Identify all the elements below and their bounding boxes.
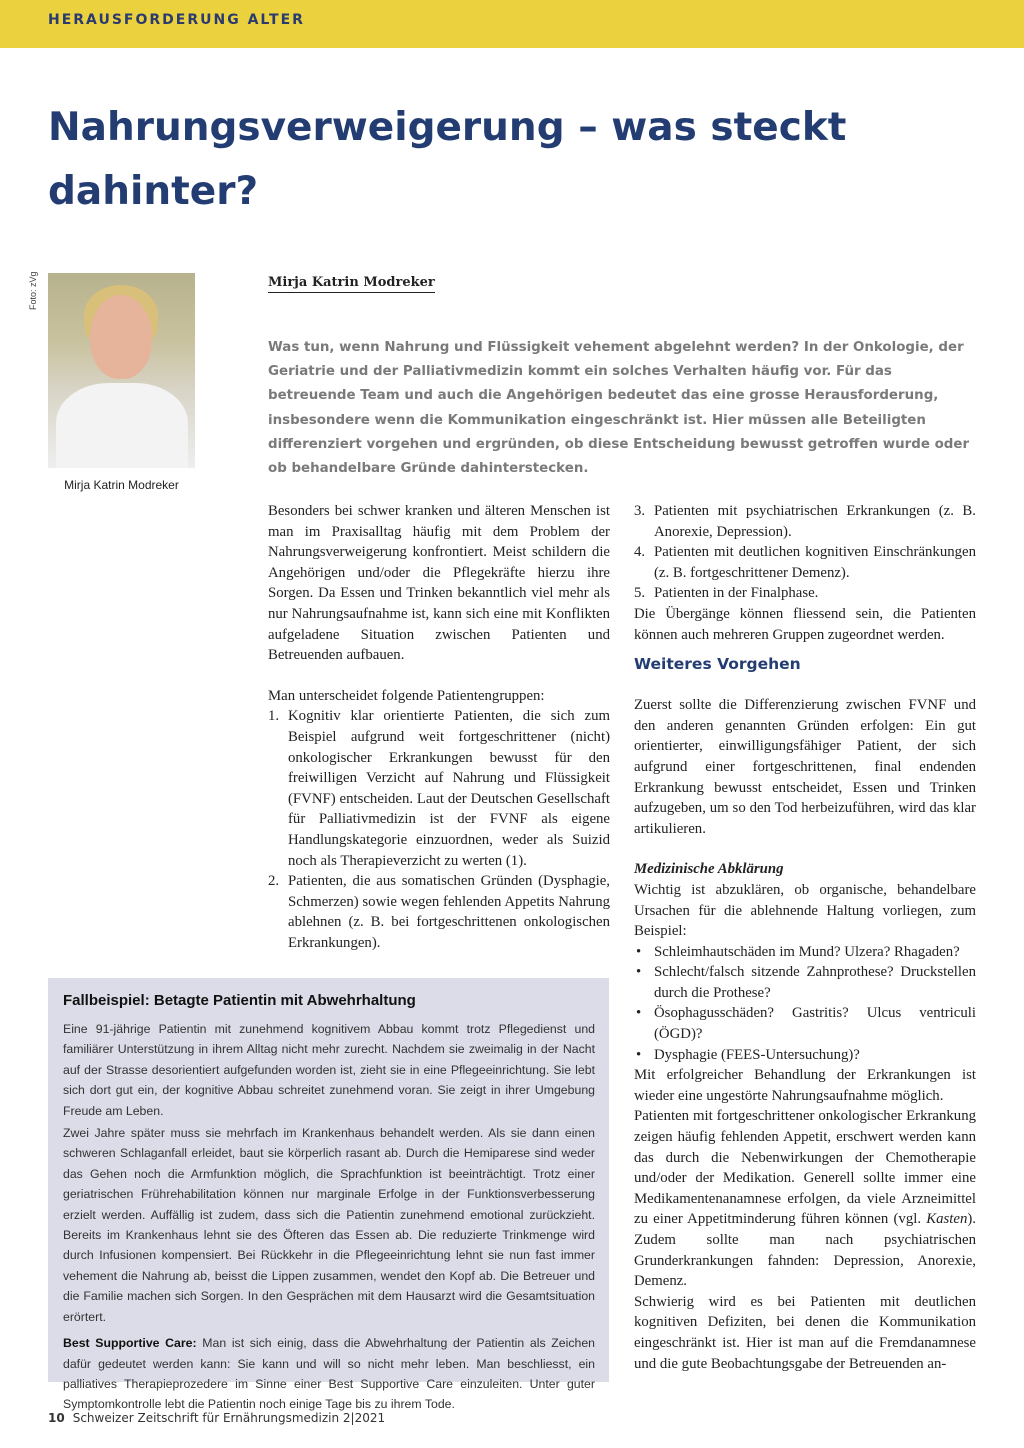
patient-groups-list [268,706,610,953]
page-number: 10 [48,1411,65,1425]
photo-face-shape [90,295,152,379]
case-study-box [48,978,609,1412]
photo-caption: Mirja Katrin Modreker [64,478,179,492]
author-photo [48,273,195,468]
patient-groups-list-continued [634,501,976,604]
case-paragraph: Eine 91-jährige Patientin mit zunehmend kognitivem Abbau kommt trotz Pflegedienst und familiärer Unterstützung in ihrem Alltag nicht mehr zurecht. Nachdem sie zweimalig in der Nacht auf der Strasse desorientiert aufgefunden worden ist, zieht sie in eine Pflegeeinrichtung. Sie lebt sich dort gut ein, der kognitive Abbau schreitet zunehmend voran. Sie zeigt in ihrer Umgebung Freude am Leben. [63,1022,595,1118]
subheading-medizinische-abklaerung: Medizinische Abklärung [634,861,784,878]
left-column [268,501,610,953]
list-item: • Schleimhautschäden im Mund? Ulzera? Rhagaden? [634,942,976,963]
page-footer [48,1411,385,1425]
author-name: Mirja Katrin Modreker [268,275,435,293]
photo-coat-shape [56,383,188,468]
best-supportive-care-label: Best Supportive Care: [63,1336,197,1351]
causes-list [634,942,976,1066]
list-item: 4. Patienten mit deutlichen kognitiven Einschränkungen (z. B. fortgeschrittener Demenz). [634,544,976,581]
transition-paragraph: Die Übergänge können fliessend sein, die Patienten können auch mehreren Gruppen zugeordnet werden. [634,605,976,643]
bullet-icon: • [636,1046,642,1063]
lead-paragraph: Was tun, wenn Nahrung und Flüssigkeit vehement abgelehnt werden? In der Onkologie, der Geriatrie und der Palliativmedizin kommt ein solches Verhalten häufig vor. Für das betreuende Team und auch die Angehörigen bedeutet das eine grosse Herausforderung, insbesondere wenn die Kommunikation eingeschränkt ist. Hier müssen alle Beteiligten differenziert vorgehen und ergründen, ob diese Entscheidung bewusst getroffen wurde oder ob behandelbare Gründe dahinterstecken. [268,340,970,477]
bullet-icon: • [636,964,642,981]
list-item: • Schlecht/falsch sitzende Zahnprothese? Druckstellen durch die Prothese? [636,964,976,1001]
intro-paragraph: Besonders bei schwer kranken und älteren Menschen ist man im Praxisalltag häufig mit dem Problem der Nahrungsverweigerung konfrontiert. Meist schildern die Angehörigen und/oder die Pflegekräfte hierzu ihre Sorgen. Da Essen und Trinken bekanntlich viel mehr als nur Nahrungsaufnahme ist, kann sich eine mit Konflikten aufgeladene Situation zwischen Patienten und Betreuenden aufbauen. [268,503,610,664]
list-item: 5. Patienten in der Finalphase. [634,585,819,602]
section-label: HERAUSFORDERUNG ALTER [48,12,305,28]
journal-name: Schweizer Zeitschrift für Ernährungsmedizin 2|2021 [72,1411,386,1425]
photo-credit: Foto: zVg [28,271,38,310]
list-item: • Dysphagie (FEES-Untersuchung)? [634,1045,976,1066]
list-item: 1. Kognitiv klar orientierte Patienten, die sich zum Beispiel aufgrund weit fortgeschrittener (nicht) onkologischer Erkrankungen bewusst für den freiwilligen Verzicht auf Nahrung und Flüssigkeit (FVNF) entscheiden. Laut der Deutschen Gesellschaft für Palliativmedizin ist der FVNF als eigene Handlungskategorie einzuordnen, weder als Suizid noch als Therapieverzicht zu werten (1). [268,708,610,869]
success-paragraph: Mit erfolgreicher Behandlung der Erkrankungen ist wieder eine ungestörte Nahrungsaufnahme möglich. [634,1067,976,1104]
case-paragraph: Zwei Jahre später muss sie mehrfach im Krankenhaus behandelt werden. Als sie dann einen schweren Schlaganfall erleidet, baut sie körperlich rasant ab. Durch die Hemiparese sind weder das Gehen noch die Armfunktion möglich, die Sprachfunktion ist beeinträchtigt. Trotz einer geriatrischen Frührehabilitation können nur marginale Erfolge in der Funktionsverbesserung erzielt werden. Auffällig ist zudem, dass sich die Patientin zunehmend emotional zurückzieht. Bereits im Krankenhaus lehnt sie des Öfteren das Essen ab. Die reduzierte Trinkmenge wird durch Infusionen kompensiert. Bei Rückkehr in die Pflegeeinrichtung lehnt sie nun fast immer vehement die Nahrung ab, beisst die Lippen zusammen, wendet den Kopf ab. Die Betreuer und die Familie machen sich Sorgen. In den Gesprächen mit dem Hausarzt wird die Gesamtsituation erörtert. [63,1126,595,1324]
groups-intro: Man unterscheidet folgende Patientengruppen: [268,687,545,704]
subheading-weiteres-vorgehen: Weiteres Vorgehen [634,655,801,674]
list-item: • Ösophagusschäden? Gastritis? Ulcus ventriculi (ÖGD)? [636,1005,976,1043]
oncology-paragraph: Patienten mit fortgeschrittener onkologischer Erkrankung zeigen häufig fehlenden Appetit, erschwert werden kann das durch die Nebenwirkungen der Chemotherapie und/oder der Medikation. Generell sollte immer eine Medikamentenanamnese erfolgen, da viele Arzneimittel zu einer Appetitminderung führen können (vgl. Kasten). Zudem sollte man nach psychiatrischen Grunderkrankungen fahnden: Depression, Anorexie, Demenz. [634,1108,976,1290]
case-paragraph: Best Supportive Care: Man ist sich einig, dass die Abwehrhaltung der Patientin als Zeichen dafür gedeutet werden kann: Sie kann und will so nicht mehr leben. Man beschliesst, ein palliatives Therapieprozedere im Sinne einer Best Supportive Care einzuleiten. Unter guter Symptomkontrolle lebt die Patientin noch einige Tage bis zu ihrem Tode. [63,1336,595,1412]
list-item: 3. Patienten mit psychiatrischen Erkrankungen (z. B. Anorexie, Depression). [634,503,976,540]
case-study-title: Fallbeispiel: Betagte Patientin mit Abwehrhaltung [63,992,416,1009]
cognitive-paragraph: Schwierig wird es bei Patienten mit deutlichen kognitiven Defiziten, bei denen die Kommunikation eingeschränkt ist. Hier ist man auf die Fremdanamnese und die gute Beobachtungsgabe der Betreuenden an- [634,1293,976,1372]
bullet-icon: • [636,1005,642,1022]
bullet-icon: • [636,943,642,960]
article-title: Nahrungsverweigerung – was steckt dahinter? [48,105,847,214]
medical-paragraph: Wichtig ist abzuklären, ob organische, behandelbare Ursachen für die ablehnende Haltung vorliegen, zum Beispiel: [634,881,976,940]
list-item: 2. Patienten, die aus somatischen Gründen (Dysphagie, Schmerzen) sowie wegen fehlenden Appetits Nahrung ablehnen (z. B. bei fortgeschrittenen onkologischen Erkrankungen). [268,873,610,951]
right-column [634,501,976,1374]
further-paragraph: Zuerst sollte die Differenzierung zwischen FVNF und den anderen genannten Gründen erfolgen: Ein gut orientierter, einwilligungsfähiger Patient, der sich aufgrund einer fortgeschrittenen, final endenden Erkrankung bewusst entscheidet, Essen und Trinken aufzugeben, um so den Tod herbeizuführen, wird das klar artikulieren. [634,697,976,837]
